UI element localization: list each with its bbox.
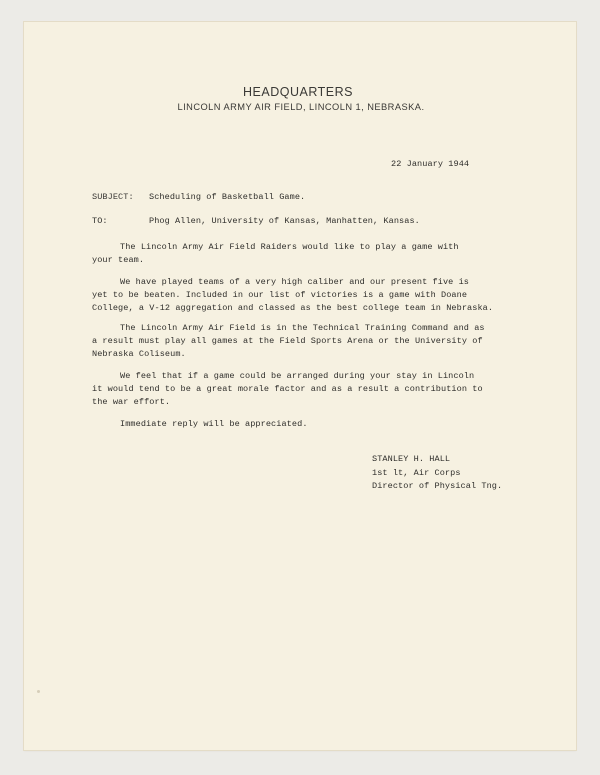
paper-mark bbox=[37, 690, 40, 693]
paragraph-4-line-3: the war effort. bbox=[92, 397, 171, 407]
letterhead-subtitle: LINCOLN ARMY AIR FIELD, LINCOLN 1, NEBRASKA. bbox=[177, 102, 425, 112]
paragraph-3-line-1: The Lincoln Army Air Field is in the Technical Training Command and as bbox=[120, 323, 485, 333]
paragraph-2-line-1: We have played teams of a very high caliber and our present five is bbox=[120, 277, 469, 287]
paragraph-1-line-1: The Lincoln Army Air Field Raiders would like to play a game with bbox=[120, 242, 459, 252]
signature-rank: 1st lt, Air Corps bbox=[372, 468, 461, 478]
paragraph-3-line-3: Nebraska Coliseum. bbox=[92, 349, 186, 359]
letterhead-title: HEADQUARTERS bbox=[243, 85, 353, 99]
paragraph-1-line-2: your team. bbox=[92, 255, 145, 265]
to-label: TO: bbox=[92, 216, 108, 226]
paragraph-4-line-2: it would tend to be a great morale factor and as a result a contribution to bbox=[92, 384, 483, 394]
to-text: Phog Allen, University of Kansas, Manhatten, Kansas. bbox=[149, 216, 420, 226]
subject-text: Scheduling of Basketball Game. bbox=[149, 192, 306, 202]
paragraph-4-line-1: We feel that if a game could be arranged during your stay in Lincoln bbox=[120, 371, 475, 381]
paragraph-3-line-2: a result must play all games at the Field Sports Arena or the University of bbox=[92, 336, 483, 346]
letter-sheet bbox=[24, 22, 576, 750]
paragraph-2-line-2: yet to be beaten. Included in our list of victories is a game with Doane bbox=[92, 290, 468, 300]
letter-date: 22 January 1944 bbox=[391, 159, 470, 169]
subject-label: SUBJECT: bbox=[92, 192, 134, 202]
paragraph-5-line-1: Immediate reply will be appreciated. bbox=[120, 419, 308, 429]
signature-title: Director of Physical Tng. bbox=[372, 481, 503, 491]
paragraph-2-line-3: College, a V-12 aggregation and classed as the best college team in Nebraska. bbox=[92, 303, 494, 313]
signature-name: STANLEY H. HALL bbox=[372, 454, 451, 464]
